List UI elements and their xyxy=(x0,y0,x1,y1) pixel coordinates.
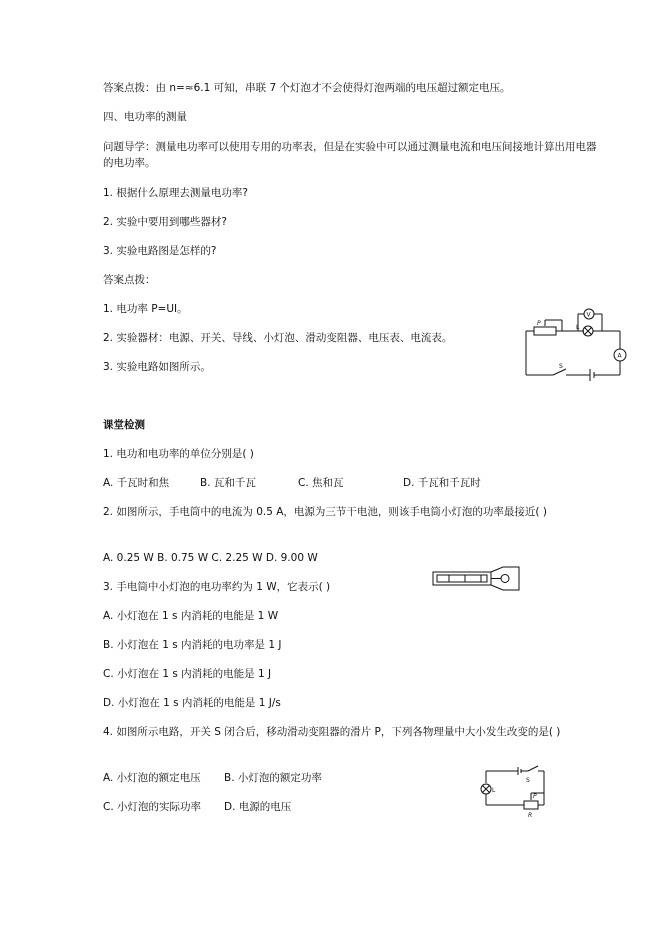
lamp-label: L xyxy=(576,324,580,331)
q3-option-b: B. 小灯泡在 1 s 内消耗的电功率是 1 J xyxy=(103,639,282,651)
question-3: 3. 实验电路图是怎样的? xyxy=(103,245,217,257)
section-heading-4: 四、电功率的测量 xyxy=(103,111,187,123)
answer-1: 1. 电功率 P=UI。 xyxy=(103,303,188,315)
q4-option-b: B. 小灯泡的额定功率 xyxy=(224,772,322,784)
rheostat-slider-label: P xyxy=(537,320,541,327)
q1-option-a: A. 千瓦时和焦 xyxy=(103,477,170,489)
q2-options: A. 0.25 W B. 0.75 W C. 2.25 W D. 9.00 W xyxy=(103,552,318,564)
test-question-2: 2. 如图所示，手电筒中的电流为 0.5 A，电源为三节干电池，则该手电筒小灯泡的功率最接近( ) xyxy=(103,506,547,518)
question-2: 2. 实验中要用到哪些器材? xyxy=(103,216,227,228)
guided-question: 问题导学：测量电功率可以使用专用的功率表，但是在实验中可以通过测量电流和电压间接地计算出用电器的电功率。 xyxy=(103,141,597,169)
test-question-1: 1. 电功和电功率的单位分别是( ) xyxy=(103,448,254,460)
answer-hint-1: 答案点拨：由 n=≈6.1 可知，串联 7 个灯泡才不会使得灯泡两端的电压超过额定电压。 xyxy=(103,82,511,94)
q4-option-c: C. 小灯泡的实际功率 xyxy=(103,801,202,813)
switch-label: S xyxy=(559,363,563,370)
q1-option-b: B. 瓦和千瓦 xyxy=(200,477,256,489)
lamp-label: L xyxy=(492,787,496,794)
test-question-3: 3. 手电筒中小灯泡的电功率约为 1 W，它表示( ) xyxy=(103,581,331,593)
q4-option-a: A. 小灯泡的额定电压 xyxy=(103,772,201,784)
switch-label: S xyxy=(526,777,530,784)
answer-3: 3. 实验电路如图所示。 xyxy=(103,361,211,373)
slider-label: P xyxy=(533,793,537,800)
q3-option-d: D. 小灯泡在 1 s 内消耗的电能是 1 J/s xyxy=(103,697,281,709)
question-1: 1. 根据什么原理去测量电功率? xyxy=(103,187,248,199)
voltmeter-label: V xyxy=(586,311,591,319)
q3-option-a: A. 小灯泡在 1 s 内消耗的电能是 1 W xyxy=(103,610,279,622)
q3-option-c: C. 小灯泡在 1 s 内消耗的电能是 1 J xyxy=(103,668,272,680)
answer-2: 2. 实验器材：电源、开关、导线、小灯泡、滑动变阻器、电压表、电流表。 xyxy=(103,332,453,344)
q1-option-c: C. 焦和瓦 xyxy=(298,477,344,489)
rheostat-circuit-diagram xyxy=(474,763,554,819)
test-question-4: 4. 如图所示电路，开关 S 闭合后，移动滑动变阻器的滑片 P，下列各物理量中大小发生改变的是( ) xyxy=(103,726,561,738)
ammeter-label: A xyxy=(617,352,622,360)
q4-option-d: D. 电源的电压 xyxy=(224,801,292,813)
rheostat-label: R xyxy=(528,812,533,819)
measurement-circuit-diagram xyxy=(518,305,628,385)
flashlight-figure xyxy=(431,565,527,593)
q1-option-d: D. 千瓦和千瓦时 xyxy=(403,477,481,489)
answer-hint-label: 答案点拨： xyxy=(103,274,156,286)
section-heading-classroom-test: 课堂检测 xyxy=(103,419,145,431)
